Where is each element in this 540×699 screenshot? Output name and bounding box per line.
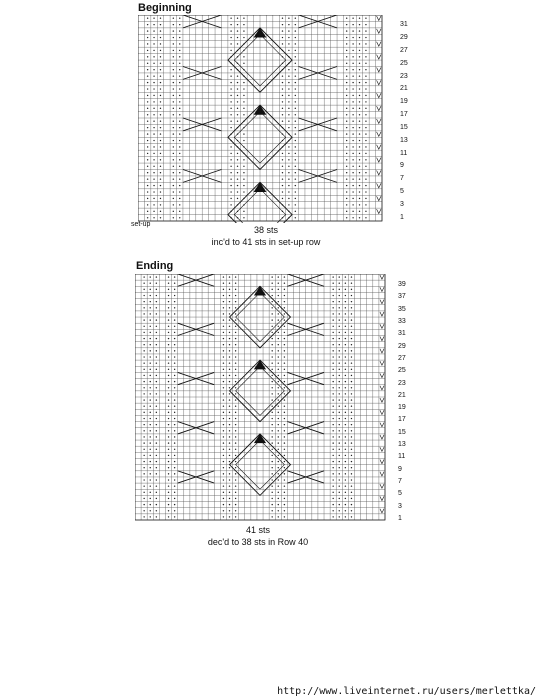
row-number-label: 19 [400,98,408,106]
row-number-label: 21 [400,85,408,93]
ending-slip-symbols [380,275,384,513]
row-number-label: 29 [398,342,406,350]
row-number-label: 21 [398,391,406,399]
row-number-label: 1 [398,514,402,522]
row-number-label: 9 [398,465,402,473]
beginning-chart-grid [138,15,393,223]
beginning-increase-note: inc'd to 41 sts in set-up row [211,237,321,247]
row-number-label: 5 [400,187,404,195]
row-number-label: 15 [398,428,406,436]
row-number-label: 33 [398,318,406,326]
ending-title: Ending [136,260,174,272]
row-number-label: 17 [398,416,406,424]
row-number-label: 25 [400,59,408,67]
row-number-label: 19 [398,404,406,412]
row-number-label: 11 [398,453,406,461]
row-number-label: 3 [398,502,402,510]
row-number-label: 11 [400,149,408,157]
row-number-label: 7 [400,175,404,183]
row-number-label: 25 [398,367,406,375]
row-number-label: 27 [398,354,406,362]
row-number-label: 23 [398,379,406,387]
row-number-label: 1 [400,213,404,221]
row-number-label: 17 [400,111,408,119]
row-number-label: 31 [400,21,408,29]
beginning-slip-symbols [377,16,381,214]
row-number-label: 29 [400,34,408,42]
row-number-label: 23 [400,72,408,80]
ending-grid-lines [135,274,385,520]
row-number-label: 13 [400,136,408,144]
row-number-label: 37 [398,293,406,301]
source-url: http://www.liveinternet.ru/users/merlettka/ [277,686,536,697]
row-number-label: 39 [398,281,406,289]
beginning-stitch-count: 38 sts [253,225,278,235]
row-number-label: 35 [398,305,406,313]
row-number-label: 9 [400,162,404,170]
setup-row-label: set-up [131,221,151,228]
row-number-label: 3 [400,200,404,208]
row-number-label: 27 [400,47,408,55]
ending-decrease-note: dec'd to 38 sts in Row 40 [207,537,309,547]
ending-stitch-count: 41 sts [245,525,270,535]
beginning-title: Beginning [138,2,192,14]
ending-chart-grid [135,274,390,522]
row-number-label: 15 [400,123,408,131]
row-number-label: 7 [398,477,402,485]
row-number-label: 5 [398,490,402,498]
row-number-label: 31 [398,330,406,338]
row-number-label: 13 [398,441,406,449]
